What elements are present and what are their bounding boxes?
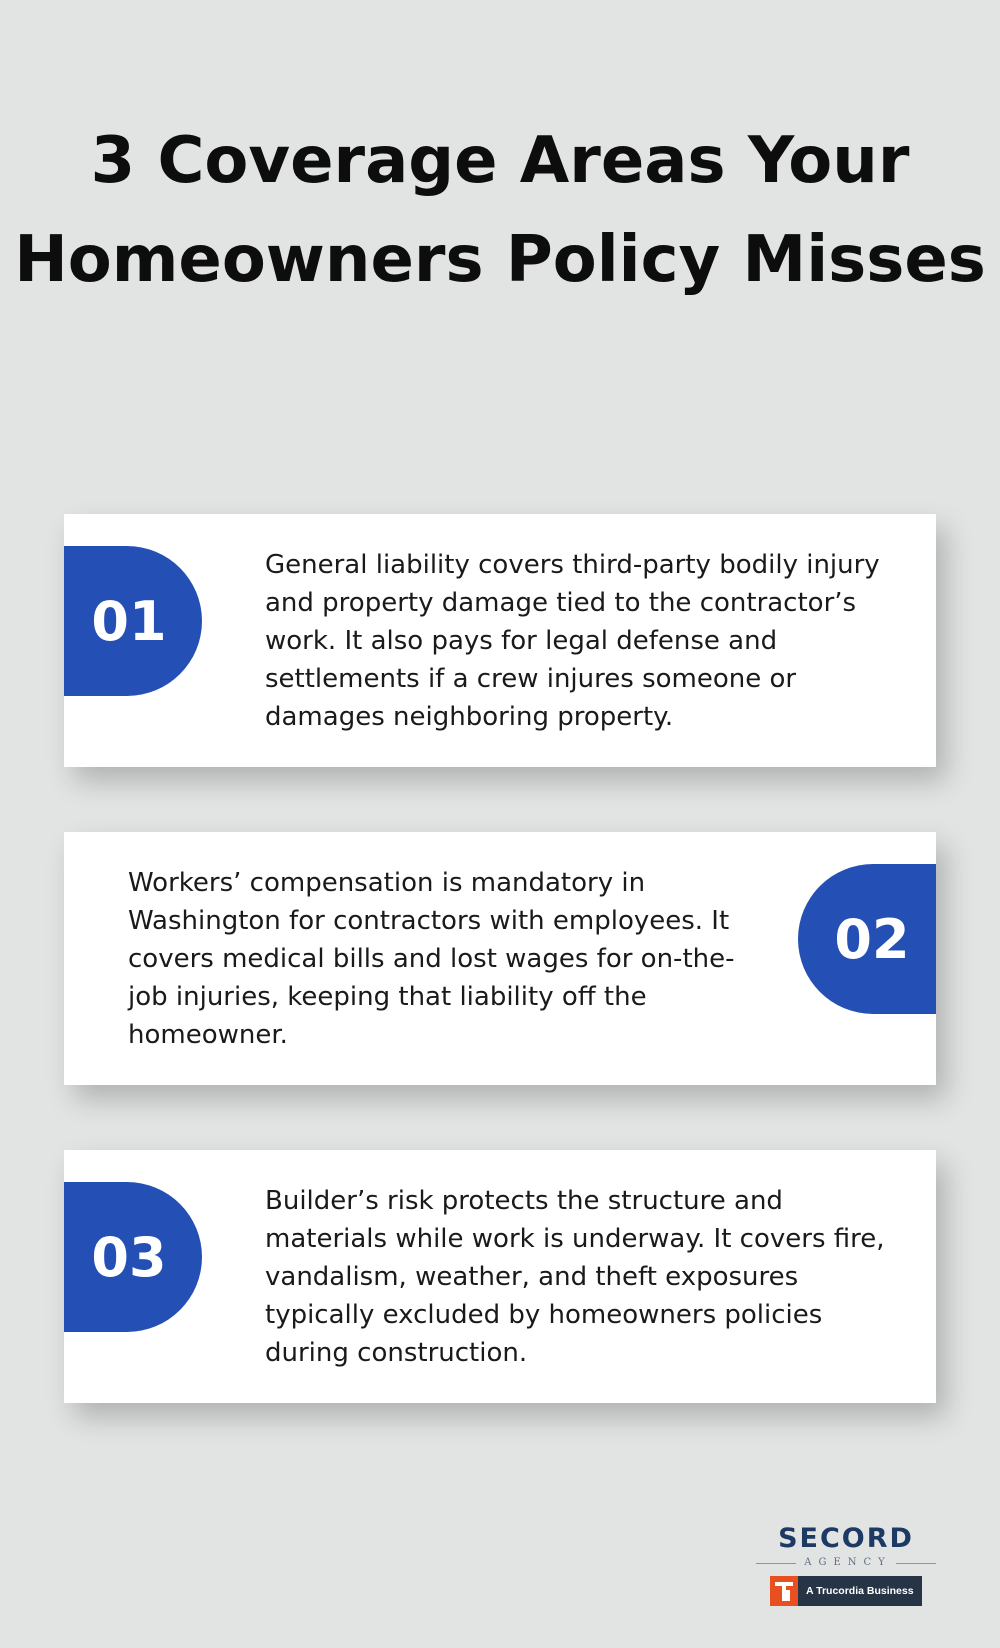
number-badge: [64, 1182, 202, 1332]
coverage-card-builders-risk: [64, 1150, 936, 1403]
logo-sub-row: [756, 1557, 936, 1569]
logo-divider: [896, 1563, 936, 1564]
badge-number: 01: [91, 589, 167, 653]
logo-sub: AGENCY: [804, 1557, 892, 1568]
badge-number: 03: [91, 1225, 167, 1289]
coverage-card-general-liability: [64, 514, 936, 767]
secord-agency-logo: [756, 1524, 936, 1610]
coverage-card-workers-compensation: [64, 832, 936, 1085]
number-badge: [64, 546, 202, 696]
card-description: Builder’s risk protects the structure and materials while work is underway. It covers fire, vandalism, weather, and theft exposures typically excluded by homeowners policies during construction.: [265, 1186, 885, 1368]
trucordia-tagline: A Trucordia Business: [806, 1585, 914, 1597]
trucordia-badge: [770, 1576, 922, 1606]
number-badge: [798, 864, 936, 1014]
trucordia-t-icon: [770, 1576, 798, 1606]
page-title: 3 Coverage Areas Your Homeowners Policy Misses: [14, 124, 986, 297]
card-description: Workers’ compensation is mandatory in Washington for contractors with employees. It covers medical bills and lost wages for on-the-job injuries, keeping that liability off the homeowner.: [128, 868, 735, 1050]
card-description: General liability covers third-party bodily injury and property damage tied to the contractor’s work. It also pays for legal defense and settlements if a crew injures someone or damages neighboring property.: [265, 550, 880, 732]
badge-number: 02: [834, 907, 910, 971]
logo-name: SECORD: [778, 1523, 914, 1554]
logo-divider: [756, 1563, 796, 1564]
